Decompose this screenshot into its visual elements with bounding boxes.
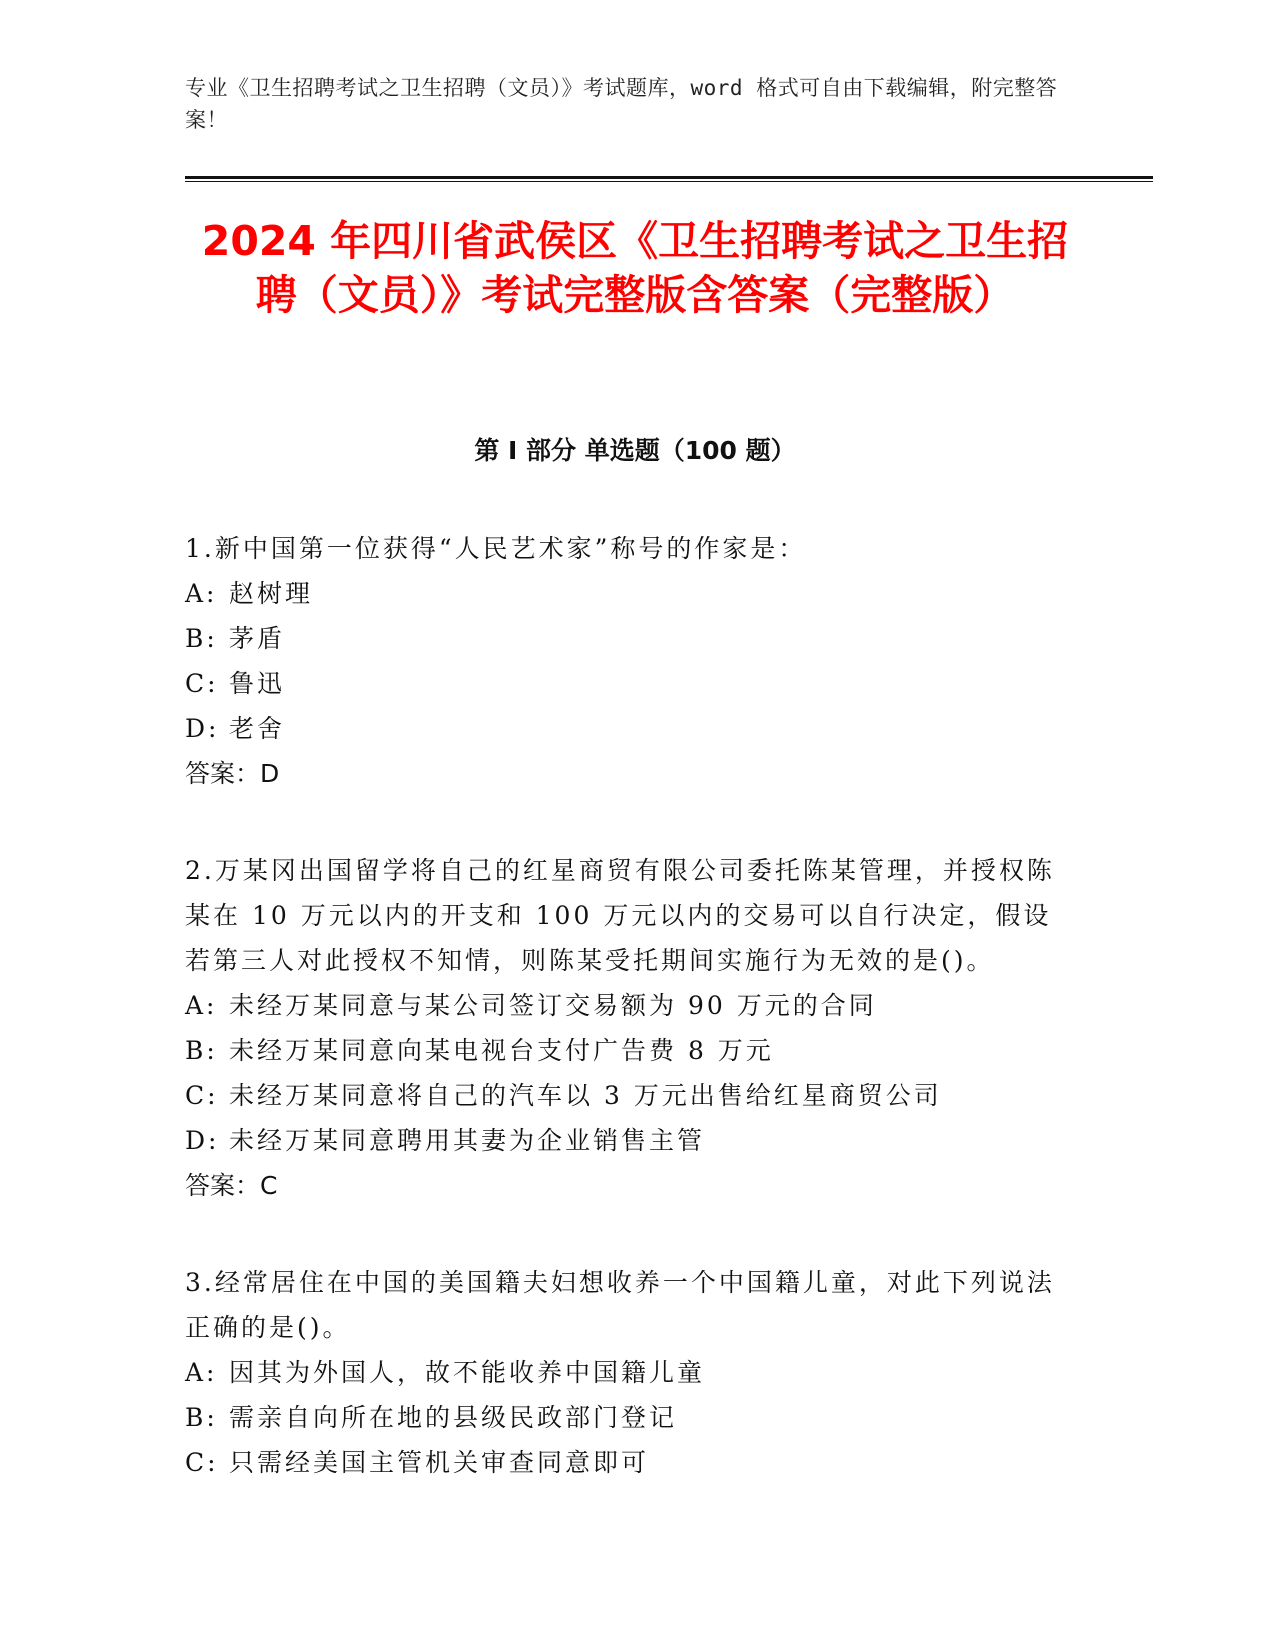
option-key: D:	[185, 714, 220, 743]
question-stem: 2.万某冈出国留学将自己的红星商贸有限公司委托陈某管理，并授权陈某在 10 万元以内的开支和 100 万元以内的交易可以自行决定，假设若第三人对此授权不知情，则陈某受托期间实施行为无效的是()。	[185, 856, 1055, 975]
answer-line: 答案：C	[185, 1171, 278, 1200]
answer-line: 答案：D	[185, 759, 280, 788]
option-c	[185, 1073, 1065, 1118]
header-divider	[185, 176, 1153, 182]
option-b	[185, 1395, 1065, 1440]
option-key: A:	[185, 579, 218, 608]
option-text: 茅盾	[229, 624, 286, 653]
option-c	[185, 661, 1065, 706]
option-a	[185, 1350, 1065, 1395]
header-note: 专业《卫生招聘考试之卫生招聘（文员）》考试题库，word 格式可自由下载编辑，附完整答案！	[185, 76, 1058, 132]
question-2	[185, 848, 1065, 1208]
option-key: C:	[185, 1081, 219, 1110]
option-text: 鲁迅	[229, 669, 286, 698]
option-key: D:	[185, 1126, 220, 1155]
option-key: B:	[185, 1036, 218, 1065]
question-3	[185, 1260, 1065, 1485]
option-text: 需亲自向所在地的县级民政部门登记	[229, 1403, 678, 1432]
option-key: B:	[185, 624, 218, 653]
option-key: A:	[185, 1358, 218, 1387]
option-d	[185, 706, 1065, 751]
option-text: 未经万某同意向某电视台支付广告费 8 万元	[229, 1036, 774, 1065]
option-key: A:	[185, 991, 218, 1020]
option-b	[185, 616, 1065, 661]
question-1	[185, 526, 1065, 796]
option-text: 未经万某同意聘用其妻为企业销售主管	[229, 1126, 706, 1155]
document-title: 2024 年四川省武侯区《卫生招聘考试之卫生招聘（文员）》考试完整版含答案（完整版）	[201, 217, 1069, 319]
option-key: C:	[185, 1448, 219, 1477]
question-stem: 3.经常居住在中国的美国籍夫妇想收养一个中国籍儿童，对此下列说法正确的是()。	[185, 1268, 1055, 1342]
option-text: 未经万某同意将自己的汽车以 3 万元出售给红星商贸公司	[229, 1081, 942, 1110]
option-b	[185, 1028, 1065, 1073]
option-text: 老舍	[229, 714, 286, 743]
option-text: 未经万某同意与某公司签订交易额为 90 万元的合同	[229, 991, 877, 1020]
question-list	[185, 526, 1065, 1537]
option-a	[185, 571, 1065, 616]
option-text: 赵树理	[229, 579, 314, 608]
question-stem: 1.新中国第一位获得“人民艺术家”称号的作家是：	[185, 534, 807, 563]
option-d	[185, 1118, 1065, 1163]
option-c	[185, 1440, 1065, 1485]
option-text: 只需经美国主管机关审查同意即可	[229, 1448, 650, 1477]
section-heading: 第 I 部分 单选题（100 题）	[474, 436, 796, 465]
option-key: B:	[185, 1403, 218, 1432]
option-key: C:	[185, 669, 219, 698]
option-text: 因其为外国人，故不能收养中国籍儿童	[229, 1358, 706, 1387]
option-a	[185, 983, 1065, 1028]
